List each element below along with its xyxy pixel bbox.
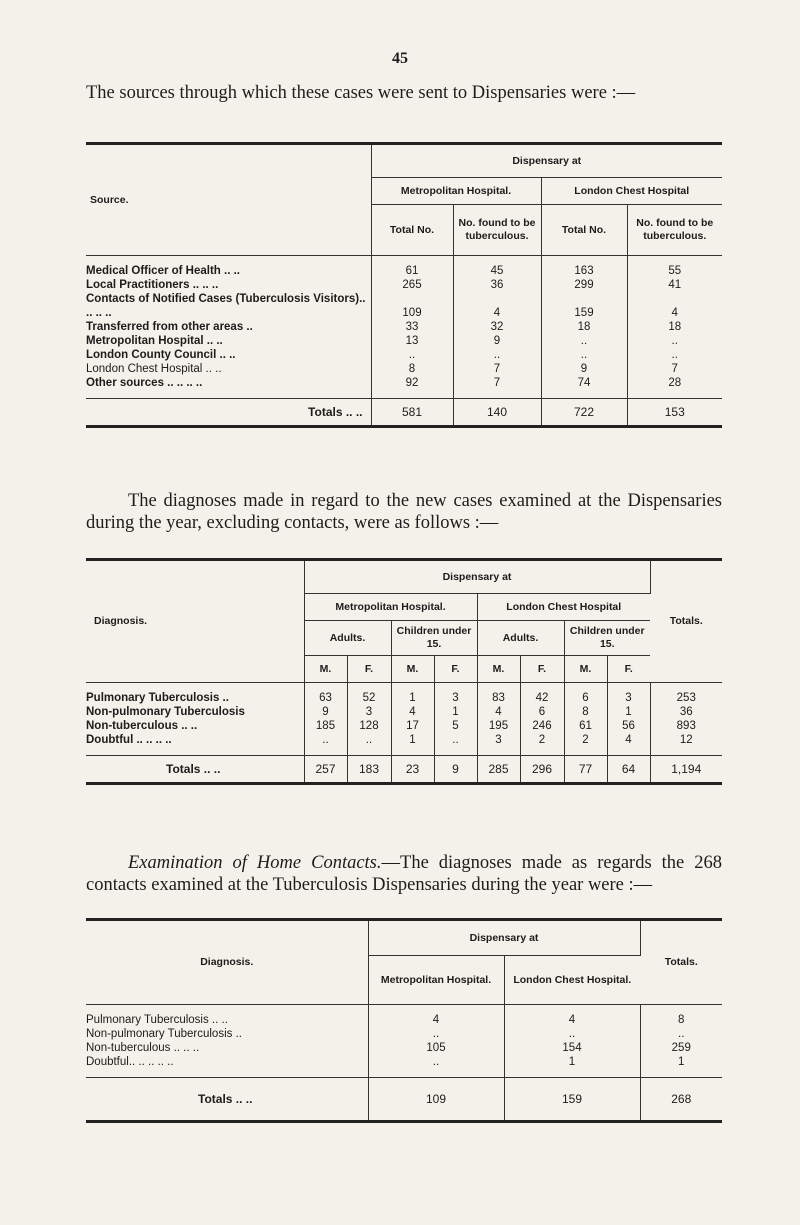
table-row	[86, 320, 722, 334]
table-row	[86, 362, 722, 376]
f-header: F.	[434, 656, 477, 683]
cell: 9	[434, 756, 477, 784]
cell: 722	[541, 399, 627, 427]
table-row	[86, 1041, 722, 1055]
cell: 55	[668, 265, 682, 277]
row-label: Other sources .. .. .. ..	[86, 376, 371, 390]
cell: 7	[453, 362, 541, 376]
cell: 285	[477, 756, 520, 784]
table-row	[86, 376, 722, 390]
m-header: M.	[564, 656, 607, 683]
cell: 4	[504, 1005, 640, 1028]
cell: 109	[368, 1078, 504, 1122]
table-row	[86, 1005, 722, 1028]
metro-header: Metropolitan Hospital.	[371, 178, 541, 205]
home-contacts-text: —The diagnoses made as regards the 268 contacts examined at the Tuberculosis Dispensaries during the year were :—	[86, 853, 722, 895]
cell: 4	[671, 307, 678, 319]
cell: 9	[304, 705, 347, 719]
cell: 265	[371, 278, 453, 292]
cell: 268	[640, 1078, 722, 1122]
cell: 18	[541, 320, 627, 334]
cell: ..	[371, 348, 453, 362]
cell: 8	[371, 362, 453, 376]
cell: 299	[541, 278, 627, 292]
totals-row	[86, 1078, 722, 1122]
cell: 893	[676, 720, 696, 732]
cell: 246	[520, 719, 564, 733]
table-row	[86, 348, 722, 362]
cell: 32	[453, 320, 541, 334]
row-label: Metropolitan Hospital .. ..	[86, 334, 371, 348]
cell: 1	[391, 733, 434, 747]
cell: ..	[541, 348, 627, 362]
cell: 33	[371, 320, 453, 334]
intro-home-contacts	[86, 852, 722, 896]
cell: 4	[607, 733, 650, 747]
cell: 45	[453, 256, 541, 279]
metro-total-header: Total No.	[371, 205, 453, 256]
spacer-row	[86, 390, 722, 399]
totals-label: Totals .. ..	[86, 756, 304, 784]
london-children-header: Children under 15.	[564, 621, 650, 656]
cell: 183	[347, 756, 391, 784]
cell: 1	[504, 1055, 640, 1069]
source-header: Source.	[86, 144, 371, 256]
cell: 185	[304, 719, 347, 733]
totals-header: Totals.	[640, 920, 722, 1005]
cell: 3	[347, 705, 391, 719]
row-label: Pulmonary Tuberculosis .. ..	[86, 1005, 368, 1028]
cell: 1,194	[650, 756, 722, 784]
totals-label: Totals .. ..	[86, 399, 371, 427]
cell: 3	[477, 733, 520, 747]
row-label: Transferred from other areas ..	[86, 320, 371, 334]
spacer-row	[86, 747, 722, 756]
cell: 1	[678, 1056, 685, 1068]
cell: 159	[504, 1078, 640, 1122]
cell: 257	[304, 756, 347, 784]
metro-header: Metropolitan Hospital.	[368, 956, 504, 1005]
cell: 7	[671, 363, 678, 375]
cell: ..	[368, 1055, 504, 1069]
totals-header: Totals.	[650, 560, 722, 683]
cell: 4	[391, 705, 434, 719]
cell: 1	[607, 705, 650, 719]
cell: 61	[564, 719, 607, 733]
cell: 159	[541, 292, 627, 320]
cell: 12	[679, 734, 693, 746]
cell: 153	[627, 399, 722, 427]
cell: 296	[520, 756, 564, 784]
cell: 195	[477, 719, 520, 733]
cell: 4	[453, 292, 541, 320]
cell: 92	[371, 376, 453, 390]
f-header: F.	[607, 656, 650, 683]
cell: ..	[453, 348, 541, 362]
london-header: London Chest Hospital	[477, 594, 650, 621]
row-label: Doubtful .. .. .. ..	[86, 733, 304, 747]
metro-children-header: Children under 15.	[391, 621, 477, 656]
cell: 36	[453, 278, 541, 292]
row-label: Doubtful.. .. .. .. ..	[86, 1055, 368, 1069]
cell: 36	[679, 706, 693, 718]
row-label: London County Council .. ..	[86, 348, 371, 362]
cell: 13	[371, 334, 453, 348]
cell: 77	[564, 756, 607, 784]
cell: 128	[347, 719, 391, 733]
totals-label: Totals .. ..	[86, 1078, 368, 1122]
row-label: Non-pulmonary Tuberculosis	[86, 705, 304, 719]
cell: 105	[368, 1041, 504, 1055]
london-header: London Chest Hospital.	[504, 956, 640, 1005]
table-row	[86, 733, 722, 747]
intro-diagnoses: The diagnoses made in regard to the new cases examined at the Dispensaries during the year, excluding contacts, were as follows :—	[86, 491, 722, 533]
cell: 28	[668, 377, 682, 389]
spacer-row	[86, 1069, 722, 1078]
cell: ..	[678, 1028, 685, 1040]
table-row	[86, 256, 722, 279]
home-contacts-heading: Examination of Home Contacts.	[128, 853, 382, 873]
sources-table	[86, 142, 722, 428]
cell: 9	[541, 362, 627, 376]
cell: 163	[541, 256, 627, 279]
m-header: M.	[304, 656, 347, 683]
table-row	[86, 1027, 722, 1041]
cell: 52	[347, 683, 391, 706]
diagnoses-table	[86, 558, 722, 785]
cell: 1	[434, 705, 477, 719]
page-number: 45	[392, 50, 408, 67]
cell: 8	[564, 705, 607, 719]
cell: 140	[453, 399, 541, 427]
cell: 2	[520, 733, 564, 747]
cell: ..	[541, 334, 627, 348]
table-row	[86, 683, 722, 706]
london-adults-header: Adults.	[477, 621, 564, 656]
cell: ..	[368, 1027, 504, 1041]
cell: 9	[453, 334, 541, 348]
london-found-header: No. found to be tuberculous.	[627, 205, 722, 256]
metro-found-header: No. found to be tuberculous.	[453, 205, 541, 256]
row-label: Contacts of Notified Cases (Tuberculosis Visitors).. .. .. ..	[86, 292, 371, 320]
cell: ..	[304, 733, 347, 747]
metro-header: Metropolitan Hospital.	[304, 594, 477, 621]
cell: 154	[504, 1041, 640, 1055]
cell: 6	[520, 705, 564, 719]
cell: 23	[391, 756, 434, 784]
cell: 581	[371, 399, 453, 427]
f-header: F.	[347, 656, 391, 683]
cell: 5	[434, 719, 477, 733]
table-row	[86, 278, 722, 292]
cell: ..	[504, 1027, 640, 1041]
row-label: Non-tuberculous .. .. ..	[86, 1041, 368, 1055]
london-total-header: Total No.	[541, 205, 627, 256]
cell: 109	[371, 292, 453, 320]
f-header: F.	[520, 656, 564, 683]
cell: ..	[671, 335, 678, 347]
dispensary-header: Dispensary at	[304, 560, 650, 594]
cell: 42	[520, 683, 564, 706]
row-label: London Chest Hospital .. ..	[86, 362, 371, 376]
table-row	[86, 1055, 722, 1069]
row-label: Medical Officer of Health .. ..	[86, 256, 371, 279]
cell: 3	[607, 683, 650, 706]
cell: 253	[676, 692, 696, 704]
cell: 4	[368, 1005, 504, 1028]
row-label: Non-pulmonary Tuberculosis ..	[86, 1027, 368, 1041]
table-row	[86, 334, 722, 348]
cell: 8	[678, 1014, 685, 1026]
row-label: Local Practitioners .. .. ..	[86, 278, 371, 292]
cell: 56	[607, 719, 650, 733]
cell: 61	[371, 256, 453, 279]
cell: 3	[434, 683, 477, 706]
cell: 4	[477, 705, 520, 719]
cell: 7	[453, 376, 541, 390]
totals-row	[86, 756, 722, 784]
dispensary-header: Dispensary at	[371, 144, 722, 178]
cell: 6	[564, 683, 607, 706]
cell: ..	[434, 733, 477, 747]
cell: ..	[347, 733, 391, 747]
cell: 83	[477, 683, 520, 706]
table-row	[86, 705, 722, 719]
cell: 63	[304, 683, 347, 706]
cell: 17	[391, 719, 434, 733]
diagnosis-header: Diagnosis.	[86, 560, 304, 683]
metro-adults-header: Adults.	[304, 621, 391, 656]
totals-row	[86, 399, 722, 427]
cell: 1	[391, 683, 434, 706]
row-label: Pulmonary Tuberculosis ..	[86, 683, 304, 706]
cell: ..	[671, 349, 678, 361]
dispensary-header: Dispensary at	[368, 920, 640, 956]
cell: 74	[541, 376, 627, 390]
table-row	[86, 719, 722, 733]
london-header: London Chest Hospital	[541, 178, 722, 205]
cell: 2	[564, 733, 607, 747]
cell: 64	[607, 756, 650, 784]
diagnosis-header: Diagnosis.	[86, 920, 368, 1005]
row-label: Non-tuberculous .. ..	[86, 719, 304, 733]
home-contacts-table	[86, 918, 722, 1123]
intro-sources: The sources through which these cases were sent to Dispensaries were :—	[86, 83, 636, 103]
m-header: M.	[477, 656, 520, 683]
cell: 41	[668, 279, 682, 291]
table-row	[86, 292, 722, 320]
m-header: M.	[391, 656, 434, 683]
cell: 18	[668, 321, 682, 333]
cell: 259	[671, 1042, 691, 1054]
